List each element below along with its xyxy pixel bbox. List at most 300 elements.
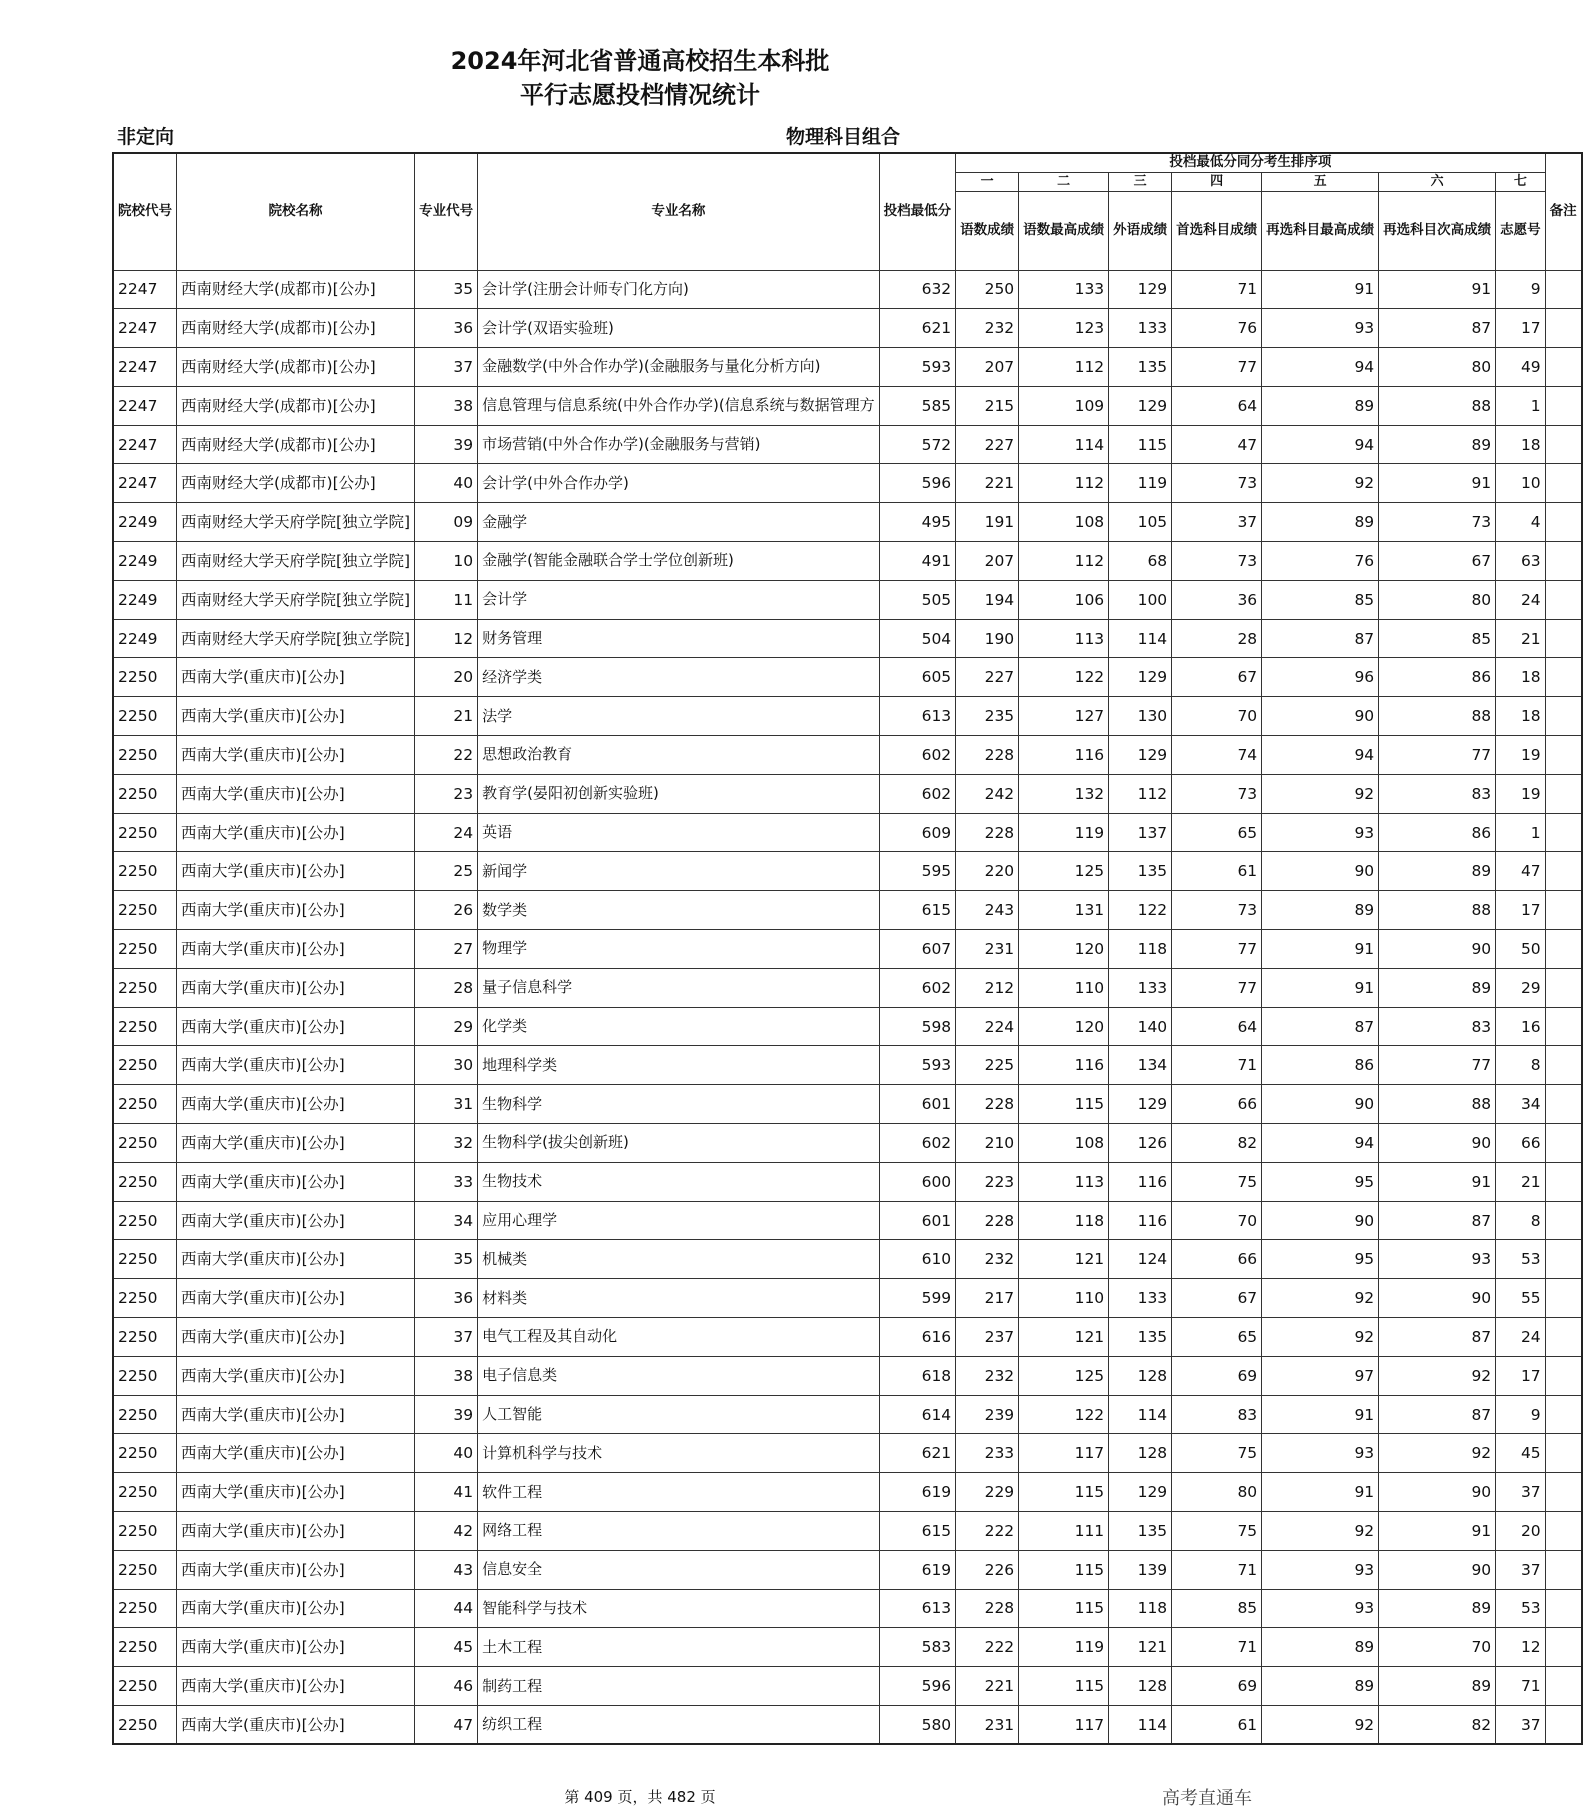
major-name-cell: 教育学(晏阳初创新实验班) xyxy=(478,774,880,813)
school-code-cell: 2250 xyxy=(113,1124,177,1163)
foreign-language-cell: 118 xyxy=(1109,930,1172,969)
chinese-math-cell: 215 xyxy=(956,386,1019,425)
min-score-cell: 600 xyxy=(879,1162,956,1201)
header-order-2: 二 xyxy=(1019,172,1109,191)
chinese-math-max-cell: 132 xyxy=(1019,774,1109,813)
chinese-math-max-cell: 109 xyxy=(1019,386,1109,425)
first-subject-cell: 75 xyxy=(1172,1434,1262,1473)
first-subject-cell: 75 xyxy=(1172,1512,1262,1551)
choice-number-cell: 17 xyxy=(1496,309,1546,348)
first-subject-cell: 66 xyxy=(1172,1085,1262,1124)
first-subject-cell: 71 xyxy=(1172,1046,1262,1085)
elective-max-cell: 89 xyxy=(1262,503,1379,542)
major-name-cell: 金融学 xyxy=(478,503,880,542)
school-code-cell: 2250 xyxy=(113,813,177,852)
school-code-cell: 2250 xyxy=(113,1473,177,1512)
school-code-cell: 2250 xyxy=(113,1201,177,1240)
major-code-cell: 32 xyxy=(415,1124,478,1163)
table-row xyxy=(113,658,1582,697)
elective-second-cell: 92 xyxy=(1379,1356,1496,1395)
school-name-cell: 西南财经大学(成都市)[公办] xyxy=(177,309,415,348)
remark-cell xyxy=(1545,697,1582,736)
first-subject-cell: 64 xyxy=(1172,1007,1262,1046)
elective-max-cell: 95 xyxy=(1262,1162,1379,1201)
major-code-cell: 45 xyxy=(415,1628,478,1667)
choice-number-cell: 53 xyxy=(1496,1240,1546,1279)
major-code-cell: 30 xyxy=(415,1046,478,1085)
chinese-math-cell: 250 xyxy=(956,270,1019,309)
school-name-cell: 西南大学(重庆市)[公办] xyxy=(177,813,415,852)
school-name-cell: 西南大学(重庆市)[公办] xyxy=(177,1434,415,1473)
remark-cell xyxy=(1545,968,1582,1007)
school-name-cell: 西南财经大学(成都市)[公办] xyxy=(177,270,415,309)
choice-number-cell: 10 xyxy=(1496,464,1546,503)
first-subject-cell: 75 xyxy=(1172,1162,1262,1201)
chinese-math-max-cell: 119 xyxy=(1019,1628,1109,1667)
choice-number-cell: 71 xyxy=(1496,1667,1546,1706)
chinese-math-cell: 235 xyxy=(956,697,1019,736)
school-name-cell: 西南财经大学天府学院[独立学院] xyxy=(177,542,415,581)
school-name-cell: 西南大学(重庆市)[公办] xyxy=(177,736,415,775)
remark-cell xyxy=(1545,270,1582,309)
first-subject-cell: 69 xyxy=(1172,1667,1262,1706)
foreign-language-cell: 114 xyxy=(1109,1395,1172,1434)
category-label: 非定向 xyxy=(117,126,175,148)
major-name-cell: 量子信息科学 xyxy=(478,968,880,1007)
school-name-cell: 西南大学(重庆市)[公办] xyxy=(177,1395,415,1434)
min-score-cell: 593 xyxy=(879,1046,956,1085)
choice-number-cell: 1 xyxy=(1496,813,1546,852)
table-row xyxy=(113,930,1582,969)
choice-number-cell: 37 xyxy=(1496,1473,1546,1512)
school-code-cell: 2250 xyxy=(113,1512,177,1551)
remark-cell xyxy=(1545,1201,1582,1240)
elective-max-cell: 76 xyxy=(1262,542,1379,581)
chinese-math-cell: 217 xyxy=(956,1279,1019,1318)
elective-second-cell: 87 xyxy=(1379,1318,1496,1357)
school-code-cell: 2249 xyxy=(113,619,177,658)
chinese-math-cell: 228 xyxy=(956,1201,1019,1240)
min-score-cell: 614 xyxy=(879,1395,956,1434)
school-code-cell: 2250 xyxy=(113,774,177,813)
major-name-cell: 计算机科学与技术 xyxy=(478,1434,880,1473)
school-name-cell: 西南大学(重庆市)[公办] xyxy=(177,1667,415,1706)
chinese-math-max-cell: 121 xyxy=(1019,1318,1109,1357)
chinese-math-max-cell: 120 xyxy=(1019,930,1109,969)
first-subject-cell: 77 xyxy=(1172,348,1262,387)
table-row xyxy=(113,464,1582,503)
major-name-cell: 信息安全 xyxy=(478,1550,880,1589)
foreign-language-cell: 129 xyxy=(1109,386,1172,425)
choice-number-cell: 18 xyxy=(1496,697,1546,736)
foreign-language-cell: 135 xyxy=(1109,348,1172,387)
school-code-cell: 2247 xyxy=(113,386,177,425)
chinese-math-max-cell: 112 xyxy=(1019,348,1109,387)
chinese-math-max-cell: 123 xyxy=(1019,309,1109,348)
school-code-cell: 2249 xyxy=(113,503,177,542)
school-code-cell: 2247 xyxy=(113,425,177,464)
first-subject-cell: 73 xyxy=(1172,464,1262,503)
chinese-math-max-cell: 114 xyxy=(1019,425,1109,464)
school-code-cell: 2247 xyxy=(113,270,177,309)
header-order-7: 七 xyxy=(1496,172,1546,191)
major-name-cell: 网络工程 xyxy=(478,1512,880,1551)
first-subject-cell: 70 xyxy=(1172,697,1262,736)
foreign-language-cell: 133 xyxy=(1109,968,1172,1007)
min-score-cell: 495 xyxy=(879,503,956,542)
school-code-cell: 2250 xyxy=(113,1240,177,1279)
first-subject-cell: 82 xyxy=(1172,1124,1262,1163)
elective-max-cell: 93 xyxy=(1262,309,1379,348)
school-name-cell: 西南大学(重庆市)[公办] xyxy=(177,1162,415,1201)
elective-max-cell: 92 xyxy=(1262,1279,1379,1318)
first-subject-cell: 73 xyxy=(1172,774,1262,813)
min-score-cell: 619 xyxy=(879,1473,956,1512)
school-code-cell: 2250 xyxy=(113,1589,177,1628)
elective-second-cell: 91 xyxy=(1379,464,1496,503)
choice-number-cell: 29 xyxy=(1496,968,1546,1007)
elective-second-cell: 93 xyxy=(1379,1240,1496,1279)
major-name-cell: 制药工程 xyxy=(478,1667,880,1706)
table-row xyxy=(113,968,1582,1007)
major-name-cell: 应用心理学 xyxy=(478,1201,880,1240)
major-name-cell: 化学类 xyxy=(478,1007,880,1046)
foreign-language-cell: 129 xyxy=(1109,270,1172,309)
major-name-cell: 市场营销(中外合作办学)(金融服务与营销) xyxy=(478,425,880,464)
choice-number-cell: 34 xyxy=(1496,1085,1546,1124)
major-code-cell: 10 xyxy=(415,542,478,581)
chinese-math-max-cell: 115 xyxy=(1019,1550,1109,1589)
major-name-cell: 物理学 xyxy=(478,930,880,969)
choice-number-cell: 24 xyxy=(1496,580,1546,619)
table-row xyxy=(113,774,1582,813)
choice-number-cell: 8 xyxy=(1496,1201,1546,1240)
major-name-cell: 机械类 xyxy=(478,1240,880,1279)
choice-number-cell: 12 xyxy=(1496,1628,1546,1667)
min-score-cell: 598 xyxy=(879,1007,956,1046)
table-row xyxy=(113,1434,1582,1473)
choice-number-cell: 53 xyxy=(1496,1589,1546,1628)
choice-number-cell: 9 xyxy=(1496,270,1546,309)
min-score-cell: 615 xyxy=(879,891,956,930)
chinese-math-max-cell: 115 xyxy=(1019,1589,1109,1628)
header-order-1: 一 xyxy=(956,172,1019,191)
major-name-cell: 土木工程 xyxy=(478,1628,880,1667)
elective-max-cell: 91 xyxy=(1262,930,1379,969)
elective-second-cell: 90 xyxy=(1379,1279,1496,1318)
school-code-cell: 2250 xyxy=(113,1046,177,1085)
school-name-cell: 西南大学(重庆市)[公办] xyxy=(177,891,415,930)
table-row xyxy=(113,503,1582,542)
major-name-cell: 数学类 xyxy=(478,891,880,930)
chinese-math-max-cell: 119 xyxy=(1019,813,1109,852)
remark-cell xyxy=(1545,1395,1582,1434)
chinese-math-cell: 220 xyxy=(956,852,1019,891)
table-row xyxy=(113,1395,1582,1434)
first-subject-cell: 28 xyxy=(1172,619,1262,658)
choice-number-cell: 16 xyxy=(1496,1007,1546,1046)
elective-second-cell: 70 xyxy=(1379,1628,1496,1667)
first-subject-cell: 70 xyxy=(1172,1201,1262,1240)
elective-second-cell: 89 xyxy=(1379,968,1496,1007)
elective-second-cell: 89 xyxy=(1379,1589,1496,1628)
elective-max-cell: 90 xyxy=(1262,852,1379,891)
elective-second-cell: 88 xyxy=(1379,891,1496,930)
major-code-cell: 39 xyxy=(415,425,478,464)
header-item-choice-number: 志愿号 xyxy=(1496,191,1546,270)
major-name-cell: 会计学(中外合作办学) xyxy=(478,464,880,503)
school-code-cell: 2250 xyxy=(113,1434,177,1473)
table-row xyxy=(113,1240,1582,1279)
chinese-math-max-cell: 108 xyxy=(1019,1124,1109,1163)
header-order-4: 四 xyxy=(1172,172,1262,191)
school-name-cell: 西南大学(重庆市)[公办] xyxy=(177,697,415,736)
school-name-cell: 西南财经大学天府学院[独立学院] xyxy=(177,580,415,619)
chinese-math-cell: 212 xyxy=(956,968,1019,1007)
chinese-math-cell: 242 xyxy=(956,774,1019,813)
foreign-language-cell: 135 xyxy=(1109,852,1172,891)
elective-second-cell: 87 xyxy=(1379,309,1496,348)
major-code-cell: 24 xyxy=(415,813,478,852)
school-code-cell: 2250 xyxy=(113,1162,177,1201)
remark-cell xyxy=(1545,1085,1582,1124)
min-score-cell: 593 xyxy=(879,348,956,387)
table-row xyxy=(113,1473,1582,1512)
chinese-math-cell: 232 xyxy=(956,309,1019,348)
major-code-cell: 26 xyxy=(415,891,478,930)
elective-second-cell: 90 xyxy=(1379,930,1496,969)
min-score-cell: 596 xyxy=(879,1667,956,1706)
chinese-math-cell: 207 xyxy=(956,542,1019,581)
major-code-cell: 36 xyxy=(415,1279,478,1318)
elective-max-cell: 93 xyxy=(1262,813,1379,852)
major-code-cell: 47 xyxy=(415,1705,478,1744)
foreign-language-cell: 140 xyxy=(1109,1007,1172,1046)
foreign-language-cell: 133 xyxy=(1109,1279,1172,1318)
major-name-cell: 经济学类 xyxy=(478,658,880,697)
remark-cell xyxy=(1545,1473,1582,1512)
header-major-code: 专业代号 xyxy=(415,153,478,270)
choice-number-cell: 9 xyxy=(1496,1395,1546,1434)
school-name-cell: 西南财经大学(成都市)[公办] xyxy=(177,425,415,464)
table-row xyxy=(113,309,1582,348)
elective-second-cell: 80 xyxy=(1379,580,1496,619)
chinese-math-cell: 190 xyxy=(956,619,1019,658)
remark-cell xyxy=(1545,309,1582,348)
major-code-cell: 21 xyxy=(415,697,478,736)
min-score-cell: 618 xyxy=(879,1356,956,1395)
school-name-cell: 西南大学(重庆市)[公办] xyxy=(177,658,415,697)
remark-cell xyxy=(1545,542,1582,581)
min-score-cell: 585 xyxy=(879,386,956,425)
elective-max-cell: 91 xyxy=(1262,270,1379,309)
elective-second-cell: 85 xyxy=(1379,619,1496,658)
table-row xyxy=(113,1628,1582,1667)
header-school-code: 院校代号 xyxy=(113,153,177,270)
elective-second-cell: 90 xyxy=(1379,1550,1496,1589)
school-code-cell: 2250 xyxy=(113,697,177,736)
elective-max-cell: 91 xyxy=(1262,968,1379,1007)
chinese-math-cell: 191 xyxy=(956,503,1019,542)
elective-max-cell: 93 xyxy=(1262,1589,1379,1628)
header-item-elective-second: 再选科目次高成绩 xyxy=(1379,191,1496,270)
elective-max-cell: 92 xyxy=(1262,464,1379,503)
chinese-math-max-cell: 110 xyxy=(1019,1279,1109,1318)
table-row xyxy=(113,1667,1582,1706)
elective-max-cell: 92 xyxy=(1262,774,1379,813)
table-row xyxy=(113,813,1582,852)
remark-cell xyxy=(1545,348,1582,387)
chinese-math-cell: 228 xyxy=(956,736,1019,775)
header-min-score: 投档最低分 xyxy=(879,153,956,270)
header-item-elective-max: 再选科目最高成绩 xyxy=(1262,191,1379,270)
table-row xyxy=(113,1046,1582,1085)
choice-number-cell: 17 xyxy=(1496,891,1546,930)
chinese-math-max-cell: 127 xyxy=(1019,697,1109,736)
elective-max-cell: 89 xyxy=(1262,1628,1379,1667)
major-name-cell: 思想政治教育 xyxy=(478,736,880,775)
table-row xyxy=(113,270,1582,309)
first-subject-cell: 69 xyxy=(1172,1356,1262,1395)
page-footer: 第 409 页，共 482 页 xyxy=(564,1788,716,1806)
school-code-cell: 2250 xyxy=(113,968,177,1007)
major-code-cell: 34 xyxy=(415,1201,478,1240)
foreign-language-cell: 114 xyxy=(1109,1705,1172,1744)
chinese-math-cell: 231 xyxy=(956,930,1019,969)
school-name-cell: 西南大学(重庆市)[公办] xyxy=(177,1473,415,1512)
school-name-cell: 西南大学(重庆市)[公办] xyxy=(177,968,415,1007)
elective-second-cell: 83 xyxy=(1379,1007,1496,1046)
admission-table xyxy=(112,152,1583,1745)
table-row xyxy=(113,1085,1582,1124)
first-subject-cell: 64 xyxy=(1172,386,1262,425)
choice-number-cell: 21 xyxy=(1496,1162,1546,1201)
table-row xyxy=(113,619,1582,658)
school-name-cell: 西南大学(重庆市)[公办] xyxy=(177,774,415,813)
elective-max-cell: 95 xyxy=(1262,1240,1379,1279)
school-name-cell: 西南大学(重庆市)[公办] xyxy=(177,1279,415,1318)
remark-cell xyxy=(1545,1705,1582,1744)
min-score-cell: 601 xyxy=(879,1201,956,1240)
elective-second-cell: 87 xyxy=(1379,1395,1496,1434)
table-row xyxy=(113,425,1582,464)
remark-cell xyxy=(1545,930,1582,969)
elective-max-cell: 92 xyxy=(1262,1512,1379,1551)
elective-max-cell: 96 xyxy=(1262,658,1379,697)
header-ranking-group: 投档最低分同分考生排序项 xyxy=(956,153,1546,172)
elective-max-cell: 92 xyxy=(1262,1705,1379,1744)
min-score-cell: 613 xyxy=(879,1589,956,1628)
school-code-cell: 2247 xyxy=(113,309,177,348)
document-title-line1: 2024年河北省普通高校招生本科批 xyxy=(450,47,830,75)
chinese-math-cell: 207 xyxy=(956,348,1019,387)
elective-second-cell: 67 xyxy=(1379,542,1496,581)
chinese-math-max-cell: 125 xyxy=(1019,1356,1109,1395)
min-score-cell: 602 xyxy=(879,736,956,775)
school-name-cell: 西南大学(重庆市)[公办] xyxy=(177,1007,415,1046)
major-code-cell: 25 xyxy=(415,852,478,891)
remark-cell xyxy=(1545,425,1582,464)
school-code-cell: 2250 xyxy=(113,736,177,775)
remark-cell xyxy=(1545,1240,1582,1279)
elective-second-cell: 91 xyxy=(1379,270,1496,309)
elective-second-cell: 83 xyxy=(1379,774,1496,813)
school-name-cell: 西南大学(重庆市)[公办] xyxy=(177,1201,415,1240)
school-code-cell: 2250 xyxy=(113,930,177,969)
foreign-language-cell: 114 xyxy=(1109,619,1172,658)
choice-number-cell: 49 xyxy=(1496,348,1546,387)
first-subject-cell: 71 xyxy=(1172,270,1262,309)
chinese-math-cell: 221 xyxy=(956,1667,1019,1706)
foreign-language-cell: 126 xyxy=(1109,1124,1172,1163)
school-name-cell: 西南财经大学(成都市)[公办] xyxy=(177,464,415,503)
first-subject-cell: 76 xyxy=(1172,309,1262,348)
min-score-cell: 602 xyxy=(879,774,956,813)
min-score-cell: 583 xyxy=(879,1628,956,1667)
foreign-language-cell: 116 xyxy=(1109,1162,1172,1201)
major-code-cell: 23 xyxy=(415,774,478,813)
choice-number-cell: 45 xyxy=(1496,1434,1546,1473)
elective-max-cell: 90 xyxy=(1262,1201,1379,1240)
major-name-cell: 生物科学(拔尖创新班) xyxy=(478,1124,880,1163)
major-name-cell: 信息管理与信息系统(中外合作办学)(信息系统与数据管理方 xyxy=(478,386,880,425)
major-name-cell: 会计学(注册会计师专门化方向) xyxy=(478,270,880,309)
choice-number-cell: 20 xyxy=(1496,1512,1546,1551)
remark-cell xyxy=(1545,386,1582,425)
chinese-math-cell: 233 xyxy=(956,1434,1019,1473)
min-score-cell: 601 xyxy=(879,1085,956,1124)
table-row xyxy=(113,386,1582,425)
min-score-cell: 595 xyxy=(879,852,956,891)
foreign-language-cell: 121 xyxy=(1109,1628,1172,1667)
chinese-math-cell: 224 xyxy=(956,1007,1019,1046)
table-row xyxy=(113,697,1582,736)
remark-cell xyxy=(1545,1279,1582,1318)
first-subject-cell: 61 xyxy=(1172,852,1262,891)
school-name-cell: 西南大学(重庆市)[公办] xyxy=(177,930,415,969)
school-code-cell: 2250 xyxy=(113,1279,177,1318)
school-code-cell: 2250 xyxy=(113,1007,177,1046)
school-code-cell: 2250 xyxy=(113,852,177,891)
remark-cell xyxy=(1545,1667,1582,1706)
major-code-cell: 37 xyxy=(415,348,478,387)
table-row xyxy=(113,1589,1582,1628)
major-code-cell: 20 xyxy=(415,658,478,697)
table-row xyxy=(113,580,1582,619)
major-code-cell: 36 xyxy=(415,309,478,348)
chinese-math-max-cell: 110 xyxy=(1019,968,1109,1007)
school-name-cell: 西南大学(重庆市)[公办] xyxy=(177,1124,415,1163)
table-row xyxy=(113,891,1582,930)
foreign-language-cell: 129 xyxy=(1109,1473,1172,1512)
major-code-cell: 42 xyxy=(415,1512,478,1551)
header-item-chinese-math-max: 语数最高成绩 xyxy=(1019,191,1109,270)
choice-number-cell: 66 xyxy=(1496,1124,1546,1163)
elective-max-cell: 93 xyxy=(1262,1550,1379,1589)
header-item-foreign-language: 外语成绩 xyxy=(1109,191,1172,270)
remark-cell xyxy=(1545,774,1582,813)
major-code-cell: 38 xyxy=(415,386,478,425)
foreign-language-cell: 137 xyxy=(1109,813,1172,852)
table-row xyxy=(113,1356,1582,1395)
major-name-cell: 软件工程 xyxy=(478,1473,880,1512)
major-name-cell: 会计学(双语实验班) xyxy=(478,309,880,348)
major-code-cell: 22 xyxy=(415,736,478,775)
major-name-cell: 新闻学 xyxy=(478,852,880,891)
school-code-cell: 2250 xyxy=(113,1667,177,1706)
school-name-cell: 西南财经大学(成都市)[公办] xyxy=(177,348,415,387)
major-code-cell: 35 xyxy=(415,270,478,309)
